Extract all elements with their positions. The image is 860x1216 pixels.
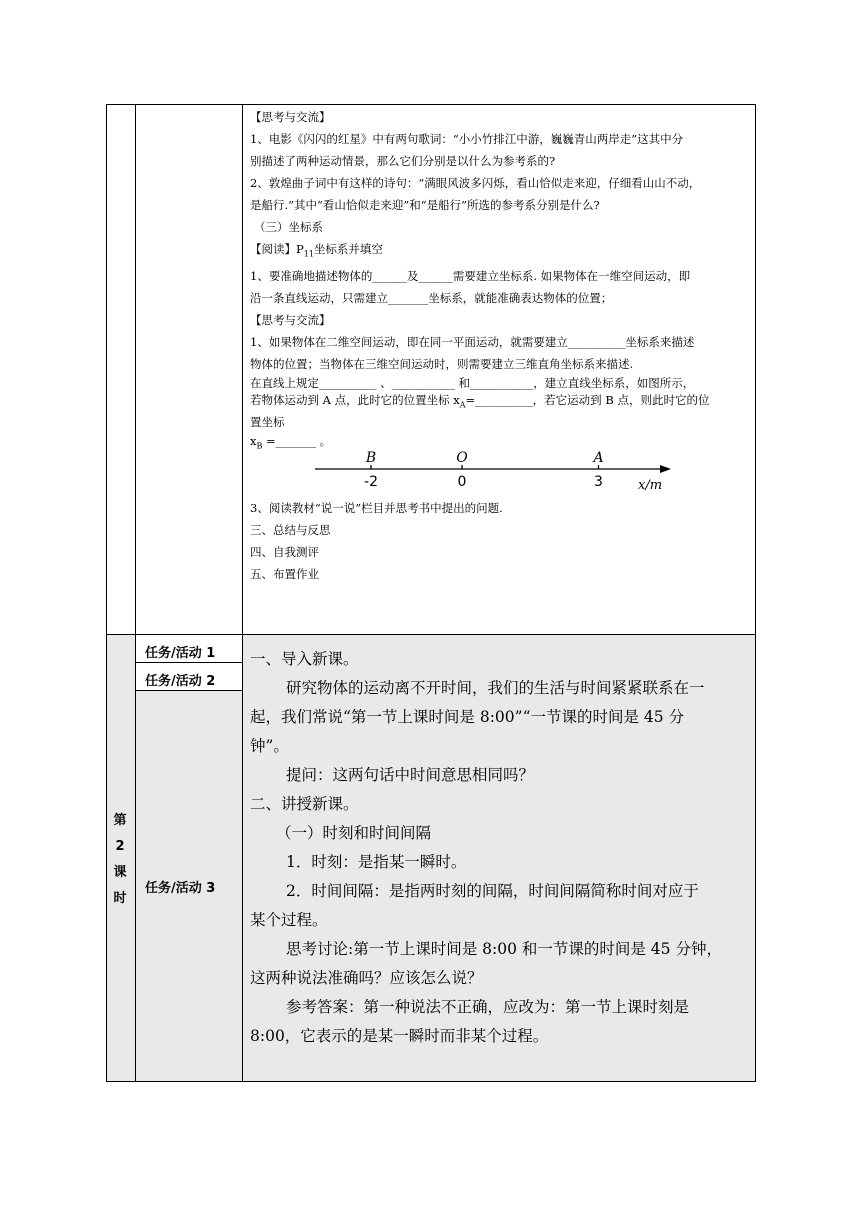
table-col-divider-1: [135, 104, 136, 1082]
axis-label: x/m: [638, 478, 663, 493]
discussion-line: 这两种说法准确吗？应该怎么说？: [250, 969, 483, 987]
text-line: 物体的位置；当物体在三维空间运动时，则需要建立三维直角坐标系来描述.: [250, 357, 634, 372]
xb-subscript: B: [256, 440, 263, 450]
lesson-char: 时: [113, 891, 127, 906]
lesson-char: 2: [115, 839, 125, 854]
paragraph-line: 研究物体的运动离不开时间，我们的生活与时间紧紧联系在一: [286, 679, 705, 697]
heading-think-exchange: 【思考与交流】: [250, 313, 331, 328]
self-test-heading: 四、自我测评: [250, 545, 319, 559]
definition-line: 某个过程。: [250, 911, 328, 929]
section-heading-coordinate: （三）坐标系: [254, 220, 323, 234]
task-label-2: 任务/活动 2: [145, 674, 216, 689]
point-label-o: O: [456, 450, 468, 466]
table-row-divider: [106, 634, 756, 635]
task-divider-1: [135, 662, 242, 663]
lesson-content: [250, 645, 750, 1051]
number-line-figure: [305, 446, 685, 496]
text-line: 1、电影《闪闪的红星》中有两句歌词：“小小竹排江中游，巍巍青山两岸走”这其中分: [250, 132, 684, 146]
paragraph-line: 起，我们常说“第一节上课时间是 8:00”“一节课的时间是 45 分: [250, 708, 685, 726]
tick-label: -2: [364, 474, 378, 490]
top-section-text: [250, 106, 750, 456]
table-border-bottom: [106, 1081, 756, 1082]
top-section-text-2: [250, 497, 750, 585]
xb-line: $x_B$ =_______ 。: [250, 433, 332, 450]
answer-line: 8:00，它表示的是某一瞬时而非某个过程。: [250, 1027, 549, 1045]
tick-label: 0: [457, 474, 467, 490]
lesson-label: [106, 808, 134, 912]
axis-arrow-icon: [660, 465, 671, 473]
teach-heading: 二、讲授新课。: [250, 795, 359, 813]
text-line: 2、敦煌曲子词中有这样的诗句：“满眼风波多闪烁，看山恰似走来迎，仔细看山山不动，: [250, 176, 701, 190]
question-line: 提问：这两句话中时间意思相同吗？: [286, 766, 535, 784]
reading-prefix: 【阅读】P: [250, 242, 304, 256]
reading-tail: 坐标系并填空: [313, 242, 383, 256]
point-label-b: B: [365, 450, 377, 466]
reading-line: [250, 238, 750, 265]
text-line: 置坐标: [250, 414, 285, 429]
lesson-char: 第: [113, 813, 127, 828]
task-label-3: 任务/活动 3: [145, 881, 216, 896]
text-line: 3、阅读教材“说一说”栏目并思考书中提出的问题.: [250, 501, 503, 515]
table-border-right: [755, 104, 756, 1082]
text-line: 在直线上规定__________ 、___________ 和___________，建立直线坐标系，如图所示，: [250, 376, 695, 391]
text-line: 1、要准确地描述物体的______及______需要建立坐标系. 如果物体在一维空间运动，即: [250, 269, 691, 284]
task-divider-2: [135, 690, 242, 691]
homework-heading: 五、布置作业: [250, 567, 319, 581]
table-border-left: [106, 104, 107, 1082]
lesson-char: 课: [113, 865, 127, 880]
intro-heading: 一、导入新课。: [250, 650, 359, 668]
table-border-top: [106, 104, 756, 105]
text-line: 1、如果物体在二维空间运动，即在同一平面运动，就需要建立__________坐标系来描述: [250, 335, 695, 350]
text-line: 别描述了两种运动情景，那么它们分别是以什么为参考系的?: [250, 154, 556, 168]
summary-heading: 三、总结与反思: [250, 523, 331, 537]
task-label-1: 任务/活动 1: [145, 646, 216, 661]
definition-line: 2．时间间隔：是指两时刻的间隔，时间间隔简称时间对应于: [286, 882, 699, 900]
definition-line: 1．时刻：是指某一瞬时。: [286, 853, 467, 871]
xa-subscript: A: [459, 400, 466, 410]
subsection-heading: （一）时刻和时间间隔: [276, 824, 432, 842]
heading-think-exchange: 【思考与交流】: [250, 110, 331, 124]
paragraph-line: 钟”。: [250, 737, 289, 755]
tick-label: 3: [594, 474, 603, 490]
discussion-line: 思考讨论:第一节上课时间是 8:00 和一节课的时间是 45 分钟，: [286, 940, 722, 958]
point-label-a: A: [593, 450, 604, 466]
answer-line: 参考答案：第一种说法不正确，应改为：第一节上课时刻是: [286, 998, 690, 1016]
page-subscript: 11: [303, 249, 314, 259]
table-col-divider-2: [242, 104, 243, 1082]
text-line: 沿一条直线运动，只需建立_______坐标系，就能准确表达物体的位置；: [250, 291, 613, 306]
xa-line: 若物体运动到 A 点，此时它的位置坐标 $x_A=\_\_\_\_\_\_\_\_\_\_$，若它运动到 B 点，则此时它的位: [250, 393, 710, 410]
text-line: 是船行.”其中“看山恰似走来迎”和“是船行”所选的参考系分别是什么?: [250, 198, 600, 212]
